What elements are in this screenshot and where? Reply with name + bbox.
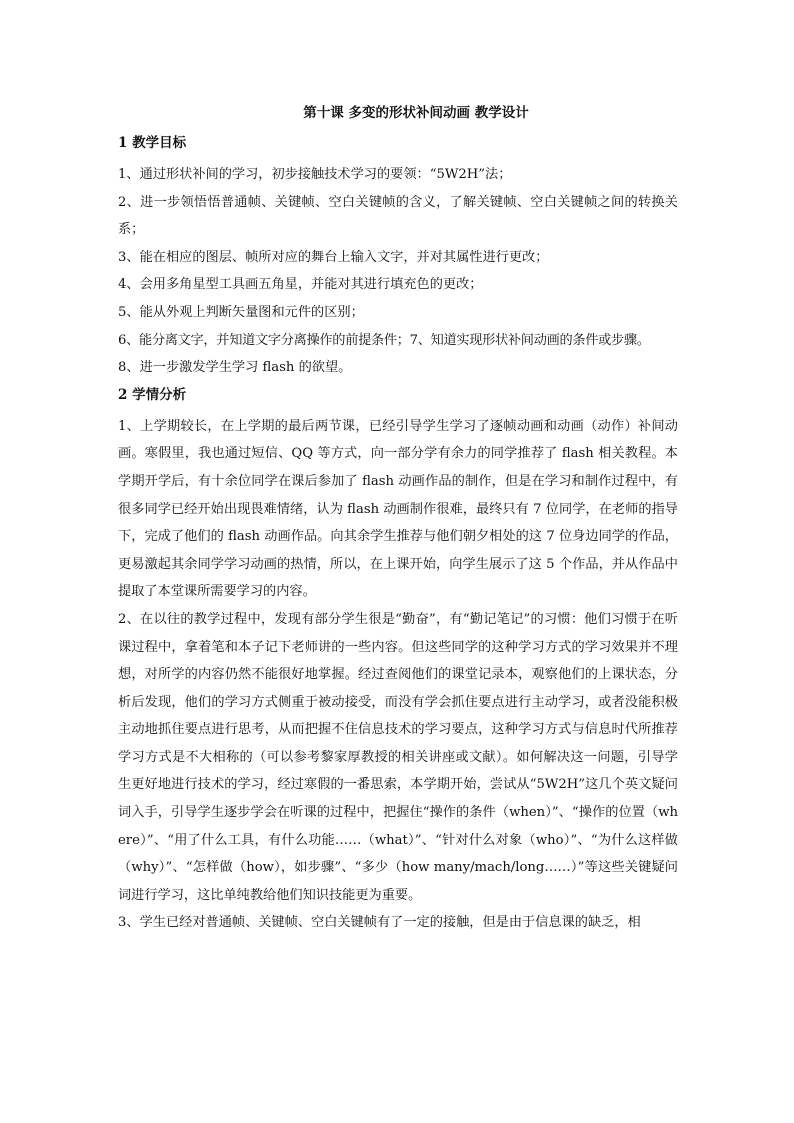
analysis-paragraph-3: 3、学生已经对普通帧、关键帧、空白关键帧有了一定的接触，但是由于信息课的缺乏，相: [118, 915, 641, 931]
objective-6-7: 6、能分离文字，并知道文字分离操作的前提条件；7、知道实现形状补间动画的条件或步骤。: [118, 332, 650, 348]
document-body: [118, 103, 678, 937]
analysis-paragraph-2: 2、在以往的教学过程中，发现有部分学生很是“勤奋”，有“勤记笔记”的习惯：他们习惯于在听课过程中，拿着笔和本子记下老师讲的一些内容。但这些同学的这种学习方式的学习效果并不理想，对所学的内容仍然不能很好地掌握。经过查阅他们的课堂记录本，观察他们的上课状态，分析后发现，他们的学习方式侧重于被动接受，而没有学会抓住要点进行主动学习，或者没能积极主动地抓住要点进行思考，从而把握不住信息技术的学习要点，这种学习方式与信息时代所推荐学习方式是不大相称的（可以参考黎家厚教授的相关讲座或文献）。如何解决这一问题，引导学生更好地进行技术的学习，经过寒假的一番思索，本学期开始，尝试从“5W2H”这几个英文疑问词入手，引导学生逐步学会在听课的过程中，把握住“操作的条件（when）”、“操作的位置（where）”、“用了什么工具，有什么功能……（what）”、“针对什么对象（who）”、“为什么这样做（why）”、“怎样做（how），如步骤”、“多少（how many/mach/long……）”等这些关键疑问词进行学习，这比单纯教给他们知识技能更为重要。: [118, 611, 678, 903]
objective-2: 2、进一步领悟悟普通帧、关键帧、空白关键帧的含义，了解关键帧、空白关键帧之间的转换关系；: [118, 194, 678, 238]
section-heading-objectives: 1 教学目标: [118, 135, 187, 151]
objective-1: 1、通过形状补间的学习，初步接触技术学习的要领：“5W2H”法；: [118, 167, 512, 182]
section-heading-learner-analysis: 2 学情分析: [118, 386, 187, 403]
analysis-paragraph-1: 1、上学期较长，在上学期的最后两节课，已经引导学生学习了逐帧动画和动画（动作）补间动画。寒假里，我也通过短信、QQ 等方式，向一部分学有余力的同学推荐了 flash 相关教程。本学期开学后，有十余位同学在课后参加了 flash 动画作品的制作，但是在学习和制作过程中，有很多同学已经开始出现畏难情绪，认为 flash 动画制作很难，最终只有 7 位同学，在老师的指导下，完成了他们的 flash 动画作品。向其余学生推荐与他们朝夕相处的这 7 位身边同学的作品，更易激起其余同学学习动画的热情，所以，在上课开始，向学生展示了这 5 个作品，并从作品中提取了本堂课所需要学习的内容。: [118, 418, 678, 600]
objective-3: 3、能在相应的图层、帧所对应的舞台上输入文字，并对其属性进行更改；: [118, 249, 549, 265]
objective-5: 5、能从外观上判断矢量图和元件的区别；: [118, 304, 364, 320]
objective-4: 4、会用多角星型工具画五角星，并能对其进行填充色的更改；: [118, 277, 483, 293]
objective-8: 8、进一步激发学生学习 flash 的欲望。: [118, 360, 352, 376]
document-title: 第十课 多变的形状补间动画 教学设计: [303, 105, 529, 121]
